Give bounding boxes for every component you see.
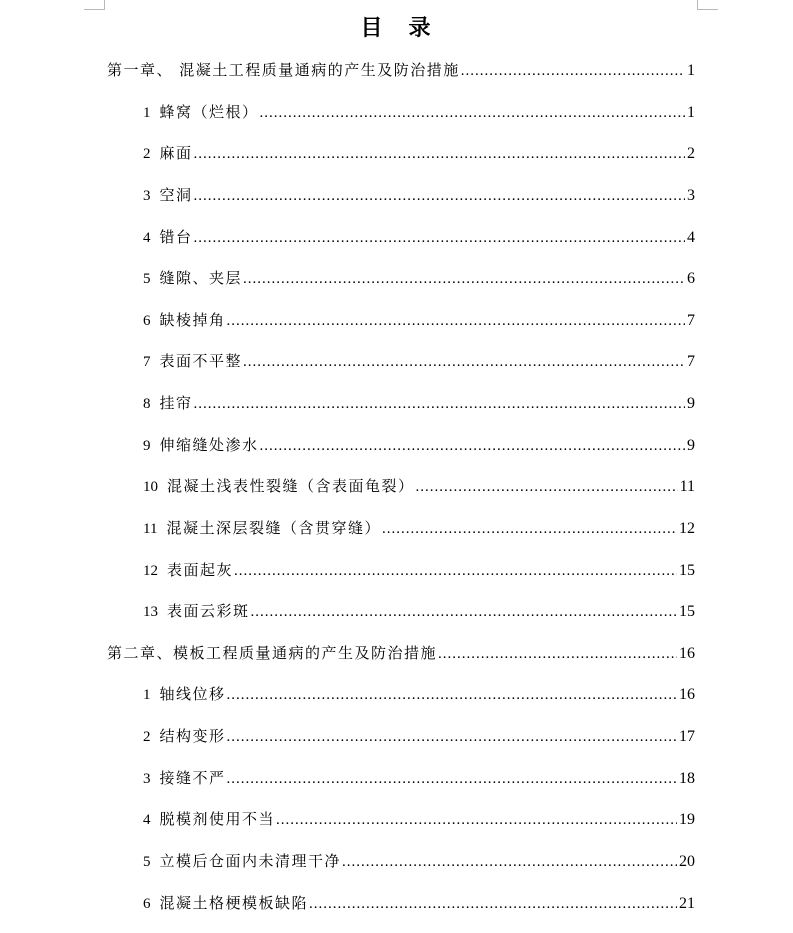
toc-section-entry[interactable] <box>143 515 695 541</box>
toc-entry-text: 混凝土格梗模板缺陷 <box>159 894 309 912</box>
toc-entry-text: 挂帘 <box>159 394 193 412</box>
toc-entry-text: 表面云彩斑 <box>167 602 250 620</box>
toc-section-entry[interactable] <box>143 265 695 291</box>
toc-entry-page-number: 6 <box>687 270 695 287</box>
toc-entry-page-number: 16 <box>679 686 695 703</box>
toc-dot-leader <box>251 599 677 625</box>
toc-entry-number: 3 <box>143 188 151 204</box>
toc-section-entry[interactable] <box>143 224 695 250</box>
toc-section-entry[interactable] <box>143 473 695 499</box>
toc-section-entry[interactable] <box>143 890 695 916</box>
toc-dot-leader <box>438 641 677 667</box>
toc-entry-page-number: 1 <box>687 104 695 121</box>
toc-entry-number: 3 <box>143 771 151 787</box>
toc-dot-leader <box>461 58 685 84</box>
toc-entry-number: 4 <box>143 230 151 246</box>
toc-entry-number: 9 <box>143 438 151 454</box>
toc-chapter-entry[interactable] <box>107 57 695 83</box>
toc-entry-text: 脱模剂使用不当 <box>159 810 276 828</box>
toc-entry-text: 蜂窝（烂根） <box>159 103 259 121</box>
toc-entry-number: 13 <box>143 604 158 620</box>
toc-section-entry[interactable] <box>143 348 695 374</box>
toc-title: 目 录 <box>360 16 433 41</box>
toc-section-entry[interactable] <box>143 99 695 125</box>
toc-entry-text: 混凝土深层裂缝（含贯穿缝） <box>166 519 381 537</box>
toc-dot-leader <box>194 225 685 251</box>
toc-section-entry[interactable] <box>143 681 695 707</box>
toc-entry-text: 混凝土浅表性裂缝（含表面龟裂） <box>167 477 415 495</box>
toc-entry-number: 11 <box>143 521 158 537</box>
toc-dot-leader <box>227 308 685 334</box>
toc-entry-number: 5 <box>143 271 151 287</box>
toc-entry-text: 第二章、模板工程质量通病的产生及防治措施 <box>107 644 438 662</box>
toc-section-entry[interactable] <box>143 848 695 874</box>
toc-entry-page-number: 9 <box>687 395 695 412</box>
toc-entry-page-number: 15 <box>679 562 695 579</box>
toc-dot-leader <box>342 849 677 875</box>
toc-entry-text: 缺棱掉角 <box>159 311 226 329</box>
toc-section-entry[interactable] <box>143 765 695 791</box>
toc-entry-text: 空洞 <box>159 186 193 204</box>
toc-entry-number: 6 <box>143 313 151 329</box>
toc-section-entry[interactable] <box>143 390 695 416</box>
toc-entry-page-number: 7 <box>687 312 695 329</box>
toc-entry-page-number: 15 <box>679 603 695 620</box>
page-corner-mark-left <box>84 0 105 10</box>
toc-entry-page-number: 9 <box>687 437 695 454</box>
toc-entry-page-number: 4 <box>687 229 695 246</box>
toc-entry-page-number: 11 <box>679 478 695 495</box>
toc-entry-text: 表面不平整 <box>159 352 243 370</box>
toc-dot-leader <box>276 807 677 833</box>
toc-entry-text: 错台 <box>159 228 193 246</box>
toc-entry-number: 5 <box>143 854 151 870</box>
toc-chapter-entry[interactable] <box>107 640 695 666</box>
toc-entry-text: 表面起灰 <box>167 561 234 579</box>
toc-entry-number: 6 <box>143 896 151 912</box>
toc-section-entry[interactable] <box>143 307 695 333</box>
toc-entry-number: 1 <box>143 687 151 703</box>
toc-entry-page-number: 20 <box>679 853 695 870</box>
toc-entry-page-number: 16 <box>679 645 695 662</box>
toc-entry-page-number: 1 <box>687 62 695 79</box>
toc-dot-leader <box>194 141 685 167</box>
toc-dot-leader <box>260 433 685 459</box>
toc-section-entry[interactable] <box>143 140 695 166</box>
toc-section-entry[interactable] <box>143 598 695 624</box>
toc-entry-number: 8 <box>143 396 151 412</box>
toc-section-entry[interactable] <box>143 432 695 458</box>
toc-entry-text: 接缝不严 <box>159 769 226 787</box>
toc-dot-leader <box>243 266 685 292</box>
toc-dot-leader <box>309 891 677 917</box>
toc-entry-page-number: 2 <box>687 145 695 162</box>
toc-dot-leader <box>227 682 677 708</box>
toc-entry-text: 缝隙、夹层 <box>159 269 243 287</box>
page-corner-mark-right <box>697 0 718 10</box>
toc-entry-page-number: 7 <box>687 353 695 370</box>
toc-entry-text: 立模后仓面内未清理干净 <box>159 852 342 870</box>
toc-dot-leader <box>243 349 685 375</box>
toc-entry-number: 2 <box>143 146 151 162</box>
toc-dot-leader <box>227 724 677 750</box>
toc-entry-page-number: 3 <box>687 187 695 204</box>
toc-dot-leader <box>416 474 678 500</box>
toc-dot-leader <box>260 100 685 126</box>
toc-section-entry[interactable] <box>143 723 695 749</box>
toc-section-entry[interactable] <box>143 806 695 832</box>
toc-entry-number: 1 <box>143 105 151 121</box>
toc-entry-page-number: 19 <box>679 811 695 828</box>
toc-dot-leader <box>227 766 677 792</box>
toc-entry-text: 轴线位移 <box>159 685 226 703</box>
toc-entry-number: 7 <box>143 354 151 370</box>
toc-section-entry[interactable] <box>143 182 695 208</box>
toc-dot-leader <box>382 516 677 542</box>
toc-section-entry[interactable] <box>143 557 695 583</box>
toc-entry-page-number: 18 <box>679 770 695 787</box>
toc-entry-text: 麻面 <box>159 144 193 162</box>
toc-dot-leader <box>194 183 685 209</box>
toc-entry-text: 结构变形 <box>159 727 226 745</box>
toc-entry-page-number: 17 <box>679 728 695 745</box>
toc-entry-number: 10 <box>143 479 158 495</box>
toc-entry-page-number: 12 <box>679 520 695 537</box>
toc-dot-leader <box>194 391 685 417</box>
toc-entry-number: 2 <box>143 729 151 745</box>
toc-entry-number: 12 <box>143 563 158 579</box>
toc-entry-number: 4 <box>143 812 151 828</box>
toc-entry-text: 伸缩缝处渗水 <box>159 436 259 454</box>
toc-entry-page-number: 21 <box>679 895 695 912</box>
toc-entry-text: 第一章、 混凝土工程质量通病的产生及防治措施 <box>107 61 460 79</box>
toc-dot-leader <box>234 558 677 584</box>
